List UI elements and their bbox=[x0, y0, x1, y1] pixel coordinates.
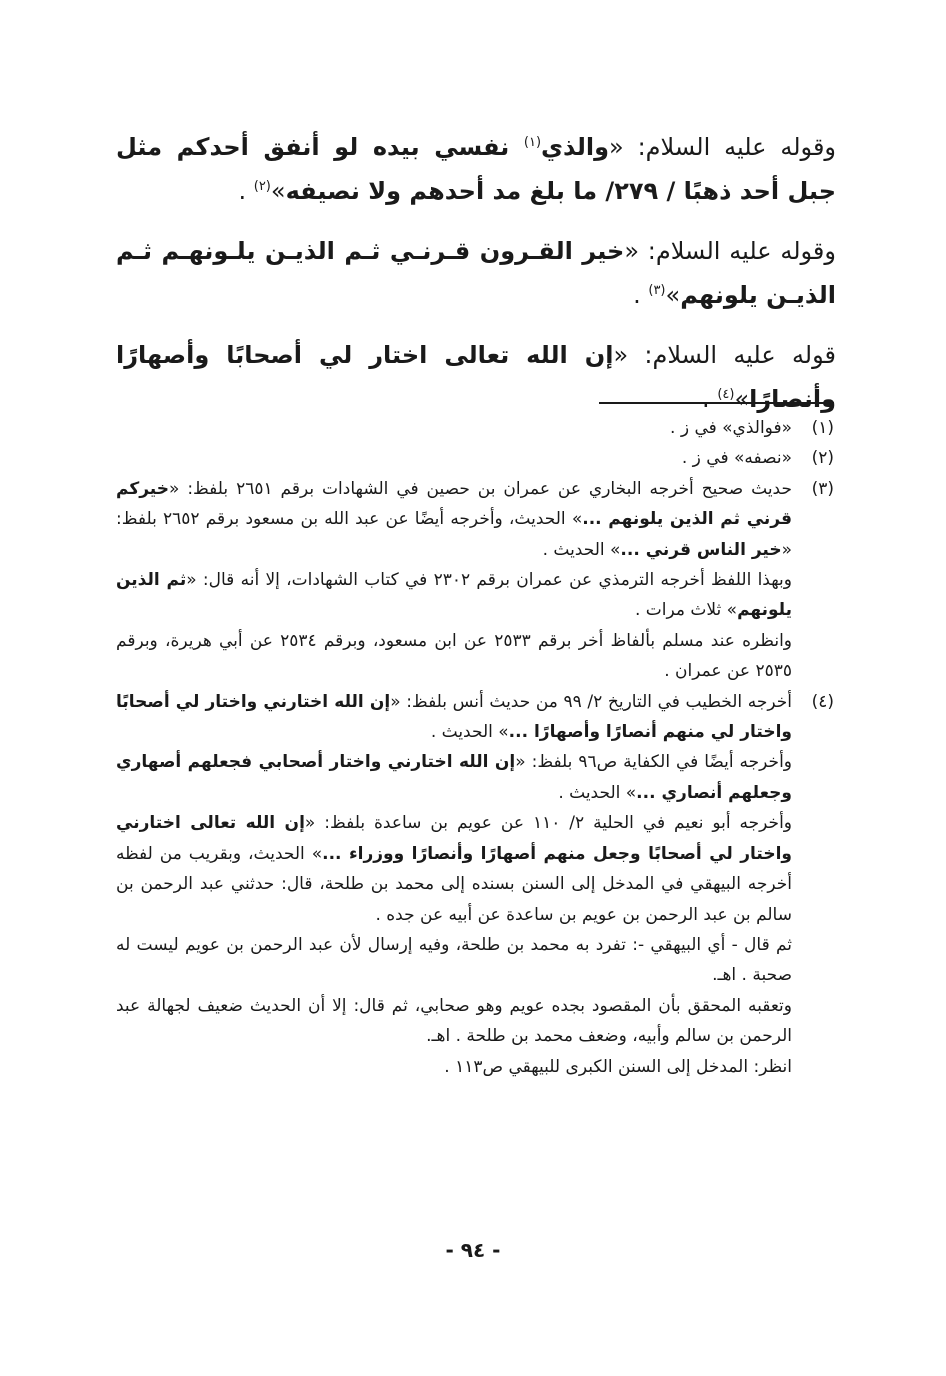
footnote-paragraph bbox=[116, 808, 792, 930]
text-run: وقوله عليه السلام: « bbox=[624, 237, 836, 265]
footnote-paragraph bbox=[116, 687, 792, 748]
text-run: قوله عليه السلام: « bbox=[613, 341, 836, 369]
footnote-separator bbox=[599, 402, 834, 404]
text-run: » bbox=[665, 281, 681, 309]
text-run: . bbox=[633, 281, 649, 309]
footnote-ref: (٤) bbox=[717, 387, 735, 402]
footnote-paragraph bbox=[116, 443, 792, 473]
bold-quote: إن الله تعالى اختار لي أصحابًا وأصهارًا وأنصارًا bbox=[116, 341, 836, 413]
text-run: أخرجه الخطيب في التاريخ ٢/ ٩٩ من حديث أنس بلفظ: « bbox=[390, 691, 792, 712]
text-run: » الحديث . bbox=[558, 782, 637, 803]
text-run: وانظره عند مسلم بألفاظ أخر برقم ٢٥٣٣ عن ابن مسعود، وبرقم ٢٥٣٤ عن أبي هريرة، وبرقم ٢٥٣٥ عن عمران . bbox=[116, 630, 793, 682]
footnote bbox=[116, 687, 834, 1082]
footnote-paragraph bbox=[116, 1052, 792, 1082]
bold-quote: والذي bbox=[541, 133, 610, 161]
footnote-paragraph bbox=[116, 930, 792, 991]
footnote-body bbox=[116, 443, 792, 473]
footnote-body bbox=[116, 474, 792, 687]
text-run: » الحديث . bbox=[430, 722, 509, 743]
text-run: وبهذا اللفظ أخرجه الترمذي عن عمران برقم ٢٣٠٢ في كتاب الشهادات، إلا أنه قال: « bbox=[186, 570, 792, 591]
main-paragraph bbox=[116, 229, 836, 317]
footnote bbox=[116, 474, 834, 687]
text-run: وأخرجه أيضًا في الكفاية ص٩٦ بلفظ: « bbox=[515, 752, 792, 773]
footnote-ref: (١) bbox=[523, 135, 542, 150]
bold-quote: إن الله تعالى اختارني واختار لي أصحابًا وجعل منهم أصهارًا وأنصارًا ووزراء ... bbox=[116, 813, 792, 864]
footnote-number: (١) bbox=[811, 418, 834, 438]
main-text bbox=[116, 125, 836, 437]
text-run: . bbox=[702, 385, 718, 413]
text-run: وقوله عليه السلام: « bbox=[609, 133, 837, 161]
footnote-ref: (٢) bbox=[253, 179, 271, 194]
text-run: » الحديث . bbox=[542, 539, 621, 560]
text-run: » bbox=[270, 177, 286, 205]
bold-quote: خيركم قرني ثم الذين يلونهم ... bbox=[116, 478, 793, 530]
footnote-ref: (٣) bbox=[648, 283, 666, 298]
footnote-number: (٢) bbox=[811, 448, 834, 469]
bold-quote: خير الناس قرني ... bbox=[620, 539, 782, 560]
main-paragraph bbox=[116, 333, 836, 421]
main-paragraph bbox=[116, 125, 836, 213]
footnote-paragraph bbox=[116, 413, 792, 443]
text-run: انظر: المدخل إلى السنن الكبرى للبيهقي ص١١٣ . bbox=[444, 1056, 792, 1077]
footnotes bbox=[116, 413, 834, 1082]
text-run: » ثلاث مرات . bbox=[634, 600, 738, 621]
bold-quote: نفسي بيده لو أنفق أحدكم مثل جبل أحد ذهبًا / ٢٧٩/ ما بلغ مد أحدهم ولا نصيفه bbox=[116, 133, 836, 205]
text-run: » الحديث، وبقريب من لفظه أخرجه البيهقي في المدخل إلى السنن بسنده إلى محمد بن طلحة، قال: حدثني عبد الرحمن بن سالم بن عبد الرحمن بن عويم بن ساعدة عن أبيه عن جده . bbox=[116, 843, 792, 925]
footnote-paragraph bbox=[116, 626, 792, 687]
footnote bbox=[116, 443, 834, 473]
footnote-number: (٤) bbox=[811, 691, 834, 712]
footnote-number: (٣) bbox=[811, 478, 834, 499]
footnote bbox=[116, 413, 834, 443]
text-run: حديث صحيح أخرجه البخاري عن عمران بن حصين في الشهادات برقم ٢٦٥١ بلفظ: « bbox=[168, 478, 792, 499]
bold-quote: ثم الذين يلونهم bbox=[116, 570, 792, 621]
text-run: ثم قال - أي البيهقي -: تفرد به محمد بن طلحة، وفيه إرسال لأن عبد الرحمن بن عويم ليست له صحبة . اهـ. bbox=[116, 934, 792, 986]
text-run: » bbox=[734, 385, 750, 413]
footnote-paragraph bbox=[116, 474, 792, 565]
footnote-paragraph bbox=[116, 747, 792, 808]
page-number: - ٩٤ - bbox=[445, 1238, 501, 1262]
bold-quote: إن الله اختارني واختار لي أصحابًا واختار لي منهم أنصارًا وأصهارًا ... bbox=[116, 691, 792, 743]
bold-quote: إن الله اختارني واختار أصحابي فجعلهم أصهاري وجعلهم أنصاري ... bbox=[116, 752, 792, 803]
text-run: «نصفه» في ز . bbox=[681, 448, 792, 469]
text-run: . bbox=[238, 177, 254, 205]
text-run: وتعقبه المحقق بأن المقصود بجده عويم وهو صحابي، ثم قال: إلا أن الحديث ضعيف لجهالة عبد الرحمن بن سالم وأبيه، وضعف محمد بن طلحة . اهـ. bbox=[116, 995, 792, 1047]
footnote-body bbox=[116, 413, 792, 443]
footnote-body bbox=[116, 687, 792, 1082]
text-run: وأخرجه أبو نعيم في الحلية ٢/ ١١٠ عن عويم بن ساعدة بلفظ: « bbox=[304, 813, 793, 834]
footnote-paragraph bbox=[116, 991, 792, 1052]
text-run: «فوالذي» في ز . bbox=[670, 418, 792, 438]
footnote-paragraph bbox=[116, 565, 792, 626]
text-run: » الحديث، وأخرجه أيضًا عن عبد الله بن مسعود برقم ٢٦٥٢ بلفظ: « bbox=[116, 509, 792, 560]
bold-quote: خير القـرون قـرنـي ثـم الذيـن يلـونهـم ثـم الذيـن يلونهم bbox=[116, 237, 836, 309]
